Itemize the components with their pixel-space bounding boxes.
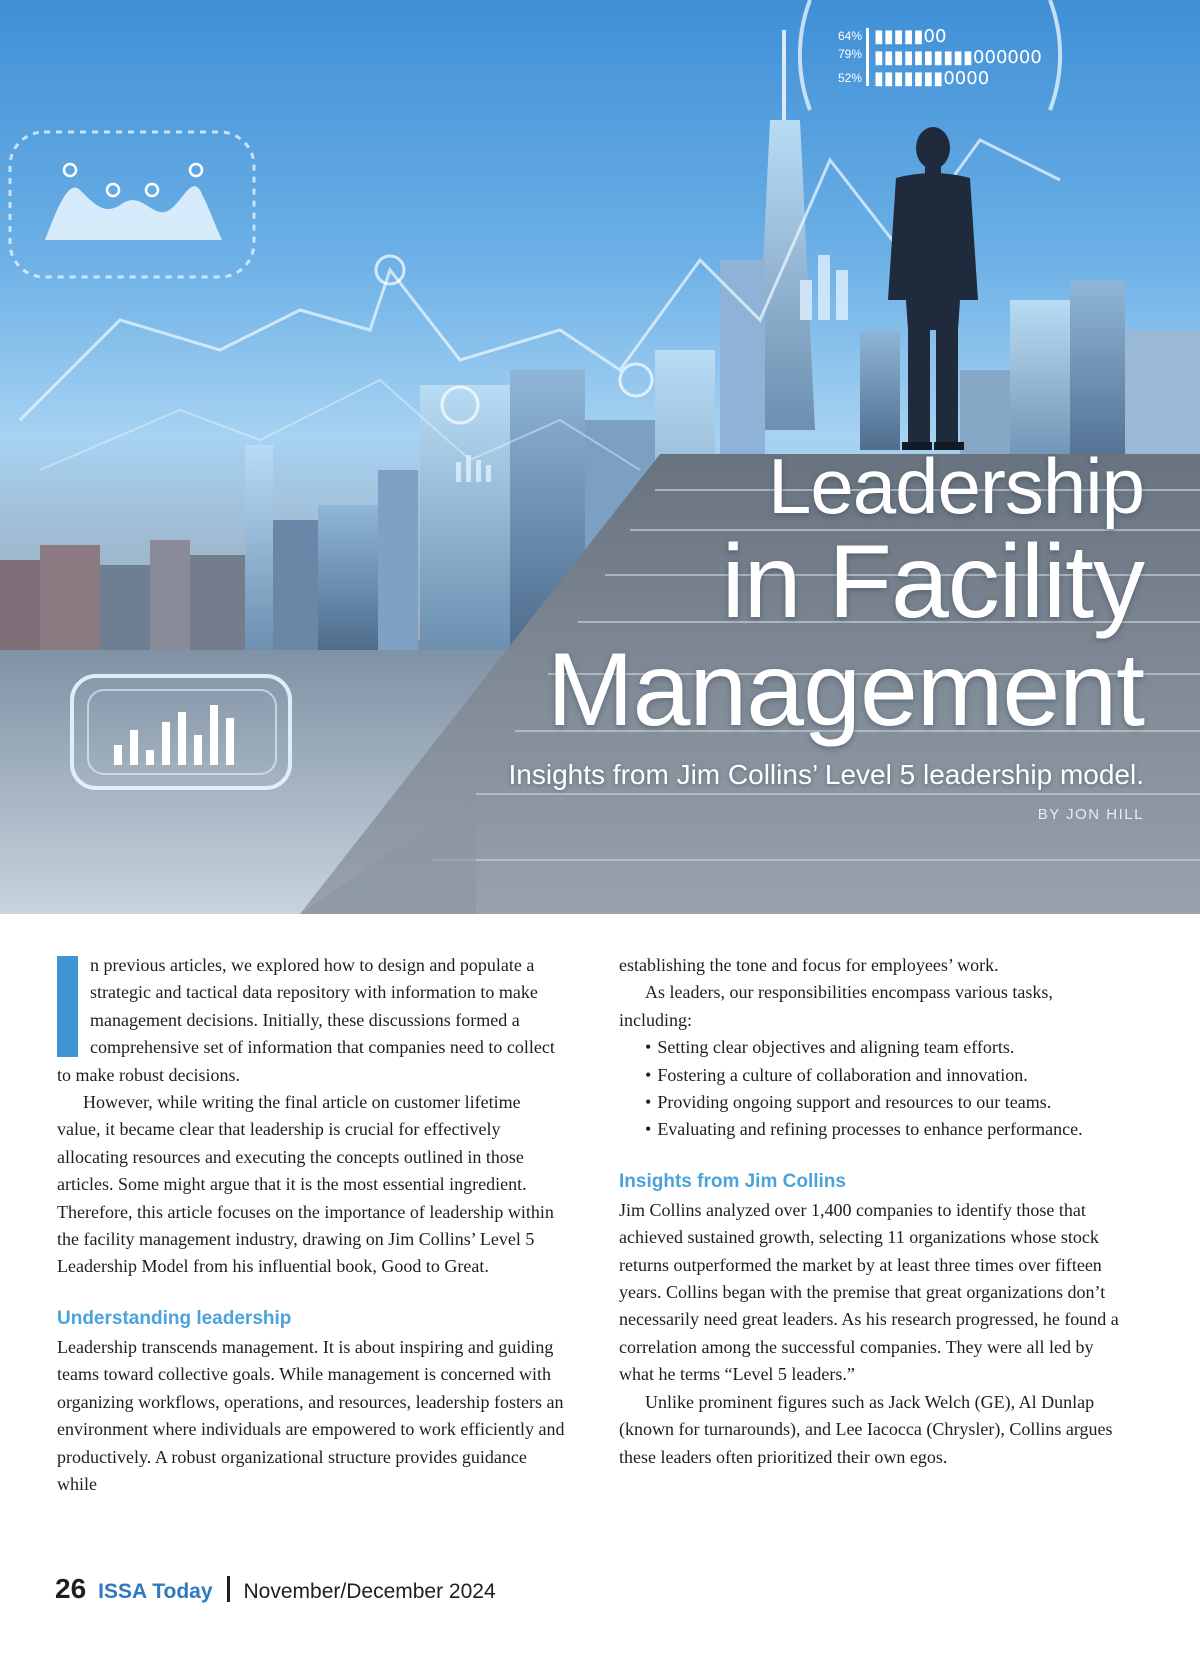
stat-bars: ▮▮▮▮▮▮▮0000 [874,68,990,89]
article-paragraph: However, while writing the final article on customer lifetime value, it became clear that leadership is crucial for effectively allocating resources and executing the concepts outlined in those articles. Some might argue that it is the most essential ingredient. Therefore, this article focuses on the importance of leadership within the facility management industry, drawing on Jim Collins’ Level 5 Leadership Model from his influential book, Good to Great. [57,1092,554,1277]
article-paragraph: n previous articles, we explored how to design and populate a strategic and tactical data repository with information to make management decisions. Initially, these discussions formed a comprehensive set of information that companies need to collect to make robust decisions. [57,955,555,1085]
list-item-text: Setting clear objectives and aligning team efforts. [657,1037,1015,1058]
author-byline: BY JON HILL [1037,806,1144,823]
article-title-line-3: Management [546,632,1144,748]
stats-gauge-icon [800,0,1060,110]
publication-name: ISSA Today [98,1580,213,1603]
page-number: 26 [55,1573,87,1604]
mountain-chart-icon [10,132,254,277]
article-column-right [619,952,1129,1471]
article-paragraph: Leadership transcends management. It is about inspiring and guiding teams toward collective goals. While management is concerned with organizing workflows, operations, and resources, leadership fosters an environment where individuals are empowered to work efficiently and productively. A robust organizational structure provides guidance while [57,1336,565,1494]
list-item [619,1089,1129,1116]
stat-label: 79% [838,47,863,61]
list-item-text: Evaluating and refining processes to enhance performance. [657,1119,1083,1140]
bullet-icon: • [645,1037,652,1058]
page-footer [55,1572,496,1605]
bullet-icon: • [645,1064,652,1085]
section-heading: Insights from Jim Collins [619,1170,846,1192]
issue-date: November/December 2024 [243,1580,496,1603]
stat-bars: ▮▮▮▮▮▮▮▮▮▮000000 [874,47,1042,68]
article-paragraph: Jim Collins analyzed over 1,400 companies to identify those that achieved sustained growth, selecting 11 organizations whose stock returns outperformed the market by at least three times over fifteen years. Collins began with the premise that great organizations don’t necessarily need great leaders. As his research progressed, he found a correlation among the successful companies. They were all led by what he terms “Level 5 leaders.” [619,1199,1119,1385]
list-item [619,1116,1129,1143]
footer-divider [227,1576,230,1602]
article-paragraph: As leaders, our responsibilities encompass various tasks, including: [619,982,1053,1030]
article-column-left [57,952,567,1498]
stat-label: 64% [838,29,863,43]
stat-label: 52% [838,71,863,85]
bullet-icon: • [645,1092,652,1113]
article-subtitle: Insights from Jim Collins’ Level 5 leadership model. [508,759,1144,790]
section-heading: Understanding leadership [57,1307,292,1329]
list-item-text: Providing ongoing support and resources to our teams. [657,1092,1052,1113]
bullet-icon: • [645,1119,652,1140]
article-paragraph: Unlike prominent figures such as Jack Welch (GE), Al Dunlap (known for turnarounds), and Lee Iacocca (Chrysler), Collins argues these leaders often prioritized their own egos. [619,1391,1113,1467]
list-item [619,1062,1129,1089]
list-item-text: Fostering a culture of collaboration and innovation. [657,1064,1028,1085]
dropcap [57,956,78,1057]
article-paragraph: establishing the tone and focus for employees’ work. [619,955,999,975]
article-title-line-2: in Facility [721,524,1144,640]
list-item [619,1034,1129,1061]
stat-bars: ▮▮▮▮▮00 [874,26,947,47]
article-title-line-1: Leadership [768,442,1144,530]
bullet-list [619,1034,1129,1144]
